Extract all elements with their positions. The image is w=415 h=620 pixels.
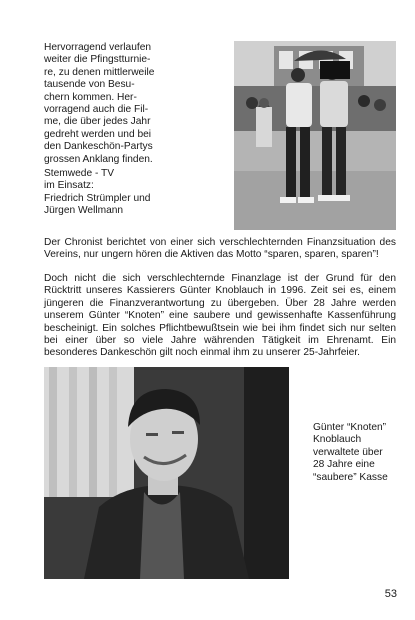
intro-line: grossen Anklang finden. bbox=[44, 153, 153, 165]
page-number: 53 bbox=[384, 588, 397, 600]
treasurer-paragraph: Doch nicht die sich verschlechternde Finanzlage ist der Grund für den Rücktritt unseres Kassierers Günter Knoblauch in 1996. Zeit sei es, einem jüngeren die Finanzverantwortung zu übergeben. Über 28 Jahre werden unserem Günter “Knoten” eine saubere und gewissenhafte Kassenführung bescheinigt. Ein solches Pflichtbewußtsein wie bei ihm findet sich nur selten bei einer über so viele Jahre währenden Tätigkeit im Ehrenamt. Ein besonderes Dankeschön gilt noch einmal ihm zu unserer 25-Jahrfeier. bbox=[44, 273, 396, 359]
caption-line: “saubere” Kasse bbox=[313, 471, 388, 483]
intro-line: weiter die Pfingstturnie- bbox=[44, 54, 151, 66]
caption-line: Friedrich Strümpler und bbox=[44, 192, 151, 204]
intro-line: den Dankeschön-Partys bbox=[44, 141, 153, 153]
caption-line: Günter “Knoten” bbox=[313, 422, 387, 433]
intro-line: tausende von Besu- bbox=[44, 79, 135, 91]
caption-line: verwaltete über bbox=[313, 446, 383, 458]
finance-paragraph: Der Chronist berichtet von einer sich verschlechternden Finanzsituation des Vereins, nur ungern hören die Aktiven das Motto “sparen, sparen, sparen”! bbox=[44, 237, 396, 261]
caption-line: im Einsatz: bbox=[44, 180, 94, 192]
caption-line: Jürgen Wellmann bbox=[44, 205, 124, 217]
caption-line: Knoblauch bbox=[313, 434, 362, 446]
intro-line: chern kommen. Her- bbox=[44, 91, 137, 103]
caption-line: 28 Jahre eine bbox=[313, 459, 375, 471]
intro-text bbox=[44, 42, 161, 166]
tv-photo-caption bbox=[44, 168, 169, 218]
intro-line: gedreht werden und bei bbox=[44, 128, 152, 140]
tv-crew-photo bbox=[234, 41, 396, 230]
intro-line: Hervorragend verlaufen bbox=[44, 42, 152, 53]
treasurer-portrait-photo bbox=[44, 367, 289, 579]
intro-line: vorragend auch die Fil- bbox=[44, 104, 149, 116]
portrait-caption bbox=[313, 422, 403, 484]
caption-line: Stemwede - TV bbox=[44, 168, 115, 179]
intro-line: re, zu denen mittlerweile bbox=[44, 66, 155, 78]
intro-line: me, die über jedes Jahr bbox=[44, 116, 151, 128]
